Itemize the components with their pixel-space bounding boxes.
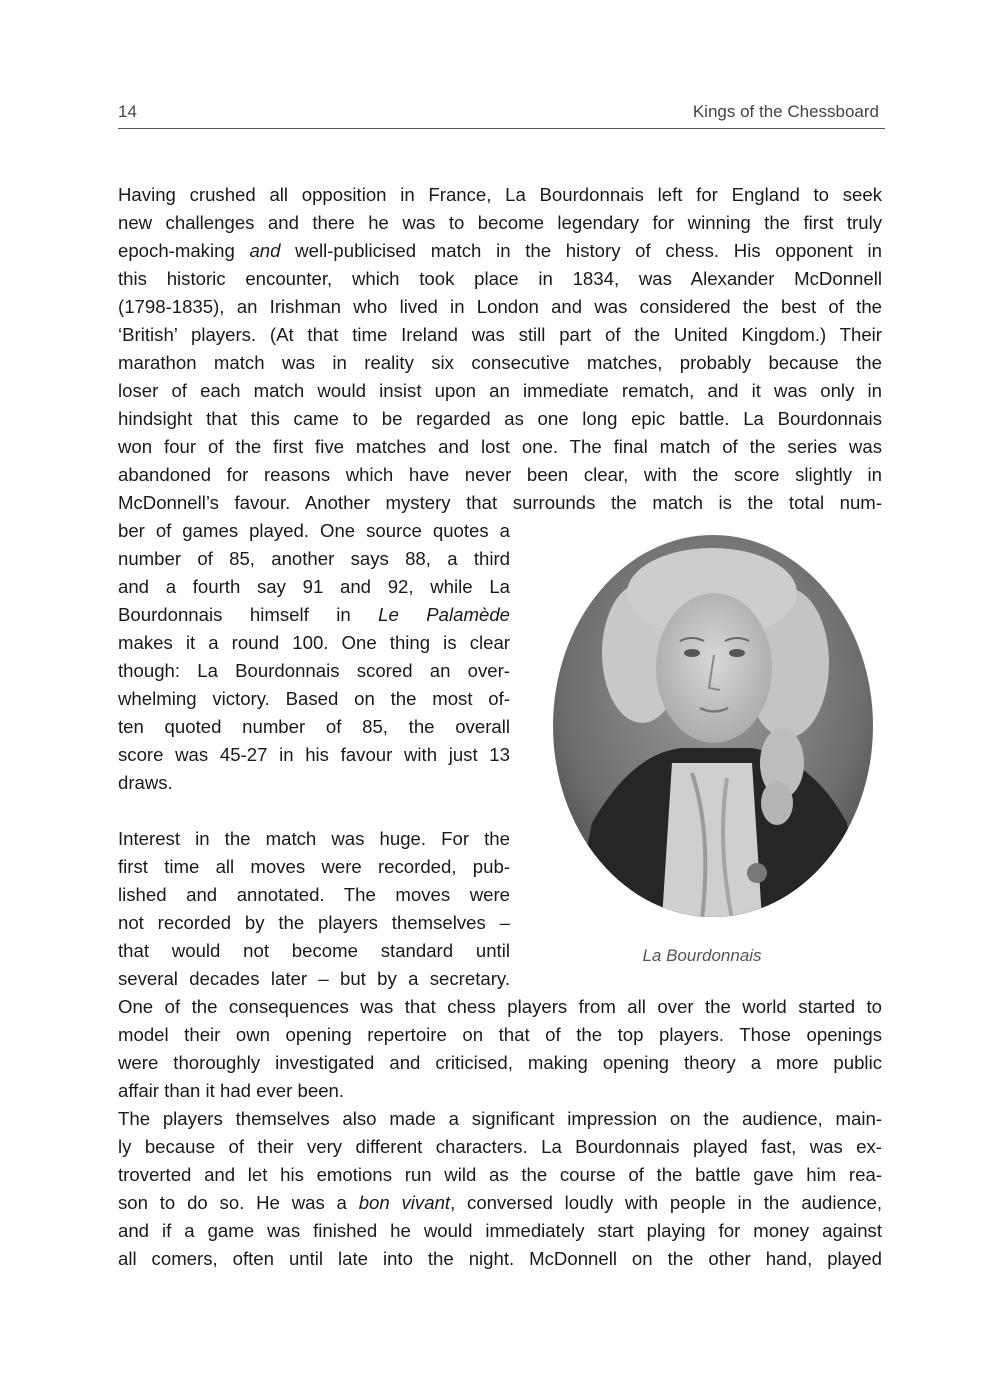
text-line: all comers, often until late into the night. McDonnell on the other hand, played: [118, 1248, 882, 1269]
italic-text: bon vivant: [358, 1192, 451, 1213]
text-line: makes it a round 100. One thing is clear: [118, 632, 510, 653]
text-line: were thoroughly investigated and criticised, making opening theory a more public: [118, 1052, 882, 1073]
text-line: ber of games played. One source quotes a: [118, 520, 510, 541]
text-line: loser of each match would insist upon an immediate rematch, and it was only in: [118, 380, 882, 401]
text-line: draws.: [118, 772, 173, 793]
text-line: ‘British’ players. (At that time Ireland was still part of the United Kingdom.) Their: [118, 324, 882, 345]
text-line: model their own opening repertoire on that of the top players. Those openings: [118, 1024, 882, 1045]
text-line: McDonnell’s favour. Another mystery that surrounds the match is the total num-: [118, 492, 882, 513]
portrait-la-bourdonnais: [552, 533, 875, 919]
paragraph-2-continued: [118, 993, 882, 1105]
text-line: this historic encounter, which took place in 1834, was Alexander McDonnell: [118, 268, 882, 289]
text-line: lished and annotated. The moves were: [118, 884, 510, 905]
text-run: , conversed loudly with people in the audience,: [450, 1192, 883, 1213]
paragraph-1: [118, 181, 882, 517]
running-title: Kings of the Chessboard: [692, 102, 879, 121]
text-run: Bourdonnais himself in: [118, 604, 379, 625]
figure-caption: La Bourdonnais: [642, 946, 762, 965]
text-line: One of the consequences was that chess players from all over the world started to: [118, 996, 882, 1017]
text-line: first time all moves were recorded, pub-: [118, 856, 510, 877]
text-line: new challenges and there he was to become legendary for winning the first truly: [118, 212, 882, 233]
text-line: that would not become standard until: [118, 940, 510, 961]
text-line: [118, 601, 510, 629]
text-line: and if a game was finished he would immediately start playing for money against: [118, 1220, 882, 1241]
text-line: hindsight that this came to be regarded as one long epic battle. La Bourdonnais: [118, 408, 882, 429]
text-line: ly because of their very different characters. La Bourdonnais played fast, was ex-: [118, 1136, 882, 1157]
text-line: [118, 237, 882, 265]
italic-text: and: [249, 240, 281, 261]
paragraph-2-column: [118, 825, 510, 993]
running-header: [118, 100, 885, 129]
text-line: Having crushed all opposition in France, La Bourdonnais left for England to seek: [118, 184, 882, 205]
text-line: several decades later – but by a secretary.: [118, 968, 510, 989]
italic-text: Le Palamède: [378, 604, 510, 625]
text-line: marathon match was in reality six consecutive matches, probably because the: [118, 352, 882, 373]
text-line: won four of the first five matches and lost one. The final match of the series was: [118, 436, 882, 457]
text-line: number of 85, another says 88, a third: [118, 548, 510, 569]
text-line: score was 45-27 in his favour with just 13: [118, 744, 510, 765]
text-run: son to do so. He was a: [118, 1192, 359, 1213]
text-line: and a fourth say 91 and 92, while La: [118, 576, 510, 597]
text-line: whelming victory. Based on the most of-: [118, 688, 510, 709]
text-line: ten quoted number of 85, the overall: [118, 716, 510, 737]
text-run: epoch-making: [118, 240, 250, 261]
text-line: [118, 1189, 882, 1217]
text-line: not recorded by the players themselves –: [118, 912, 510, 933]
text-run: well-publicised match in the history of chess. His opponent in: [280, 240, 882, 261]
text-line: The players themselves also made a significant impression on the audience, main-: [118, 1108, 882, 1129]
text-line: abandoned for reasons which have never been clear, with the score slightly in: [118, 464, 882, 485]
text-line: Interest in the match was huge. For the: [118, 828, 510, 849]
text-line: affair than it had ever been.: [118, 1080, 345, 1101]
text-line: troverted and let his emotions run wild as the course of the battle gave him rea-: [118, 1164, 882, 1185]
paragraph-3: [118, 1105, 882, 1273]
text-line: (1798-1835), an Irishman who lived in London and was considered the best of the: [118, 296, 882, 317]
paragraph-1-column: [118, 517, 510, 797]
text-line: though: La Bourdonnais scored an over-: [118, 660, 510, 681]
page-number: 14: [118, 102, 137, 121]
